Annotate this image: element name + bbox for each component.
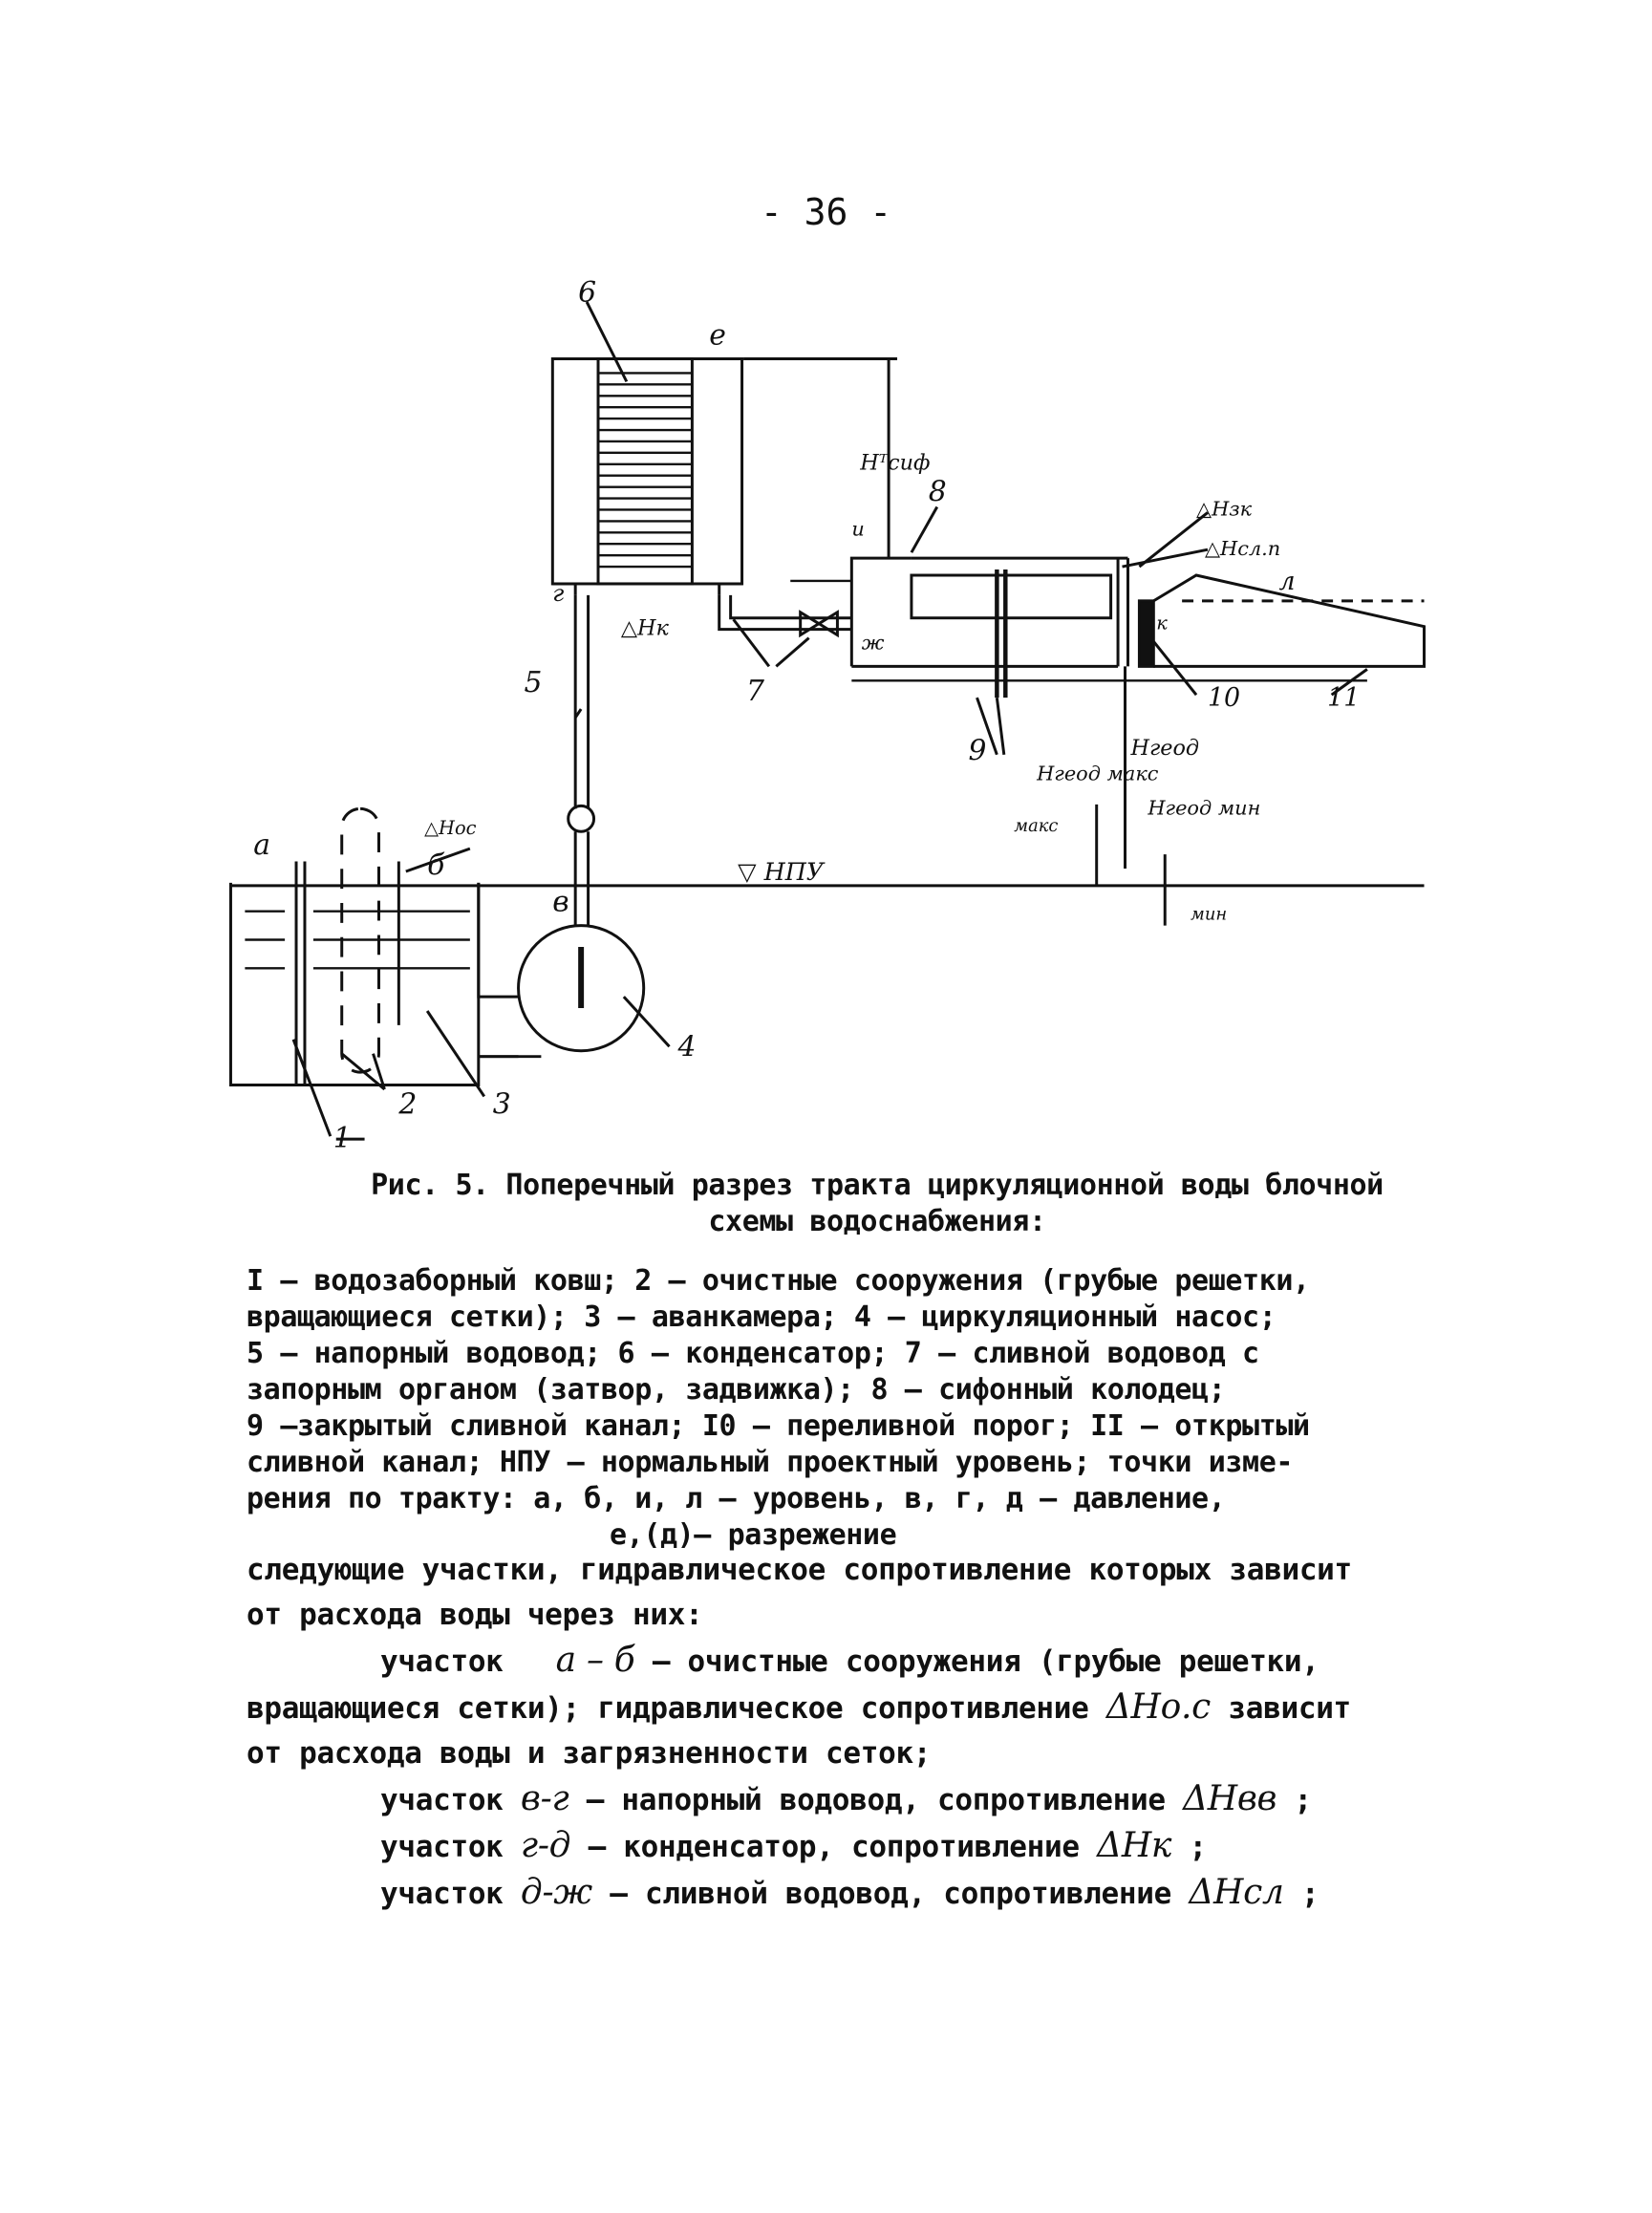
label-pump-4: 4 xyxy=(677,1030,697,1064)
body-line: от расхода воды через них: xyxy=(247,1598,703,1632)
legend-line: рения по тракту: а, б, и, л – уровень, в, г, д – давление, xyxy=(247,1482,1226,1515)
condenser-tubes xyxy=(598,359,692,584)
label-point-zh: ж xyxy=(861,631,885,655)
condenser-tube-lines xyxy=(598,373,692,567)
label-maks: макс xyxy=(1014,816,1059,837)
label-delta-hos: △Hос xyxy=(424,817,477,840)
label-min: мин xyxy=(1191,904,1228,925)
label-point-v: в xyxy=(552,885,569,919)
label-point-k: к xyxy=(1156,612,1168,634)
label-weir-10: 10 xyxy=(1207,683,1241,714)
body-text xyxy=(247,1548,1584,1917)
label-point-b: б xyxy=(427,848,445,882)
body-line: от расхода воды и загрязненности сеток; xyxy=(247,1736,932,1771)
label-h-sif: Hᵀсиф xyxy=(860,450,931,476)
page-number: - 36 - xyxy=(760,191,892,233)
pressure-valve xyxy=(569,806,594,831)
body-line: участок а – б – очистные сооружения (грубые решетки, xyxy=(380,1641,1319,1680)
label-point-l: л xyxy=(1278,566,1296,596)
body-line: следующие участки, гидравлическое сопротивление которых зависит xyxy=(247,1553,1352,1587)
label-point-g: г xyxy=(552,579,565,607)
label-point-a: а xyxy=(253,828,271,863)
figure-caption xyxy=(247,1168,1508,1554)
legend-line: е,(д)– разрежение xyxy=(610,1518,897,1552)
label-siphon-well-8: 8 xyxy=(928,475,947,509)
legend-line: 9 –закрытый сливной канал; I0 – переливной порог; II – открытый xyxy=(247,1409,1310,1443)
label-condenser-6: 6 xyxy=(578,275,597,310)
legend-line: вращающиеся сетки); 3 – аванкамера; 4 – циркуляционный насос; xyxy=(247,1300,1277,1334)
label-delta-hk: △Hк xyxy=(620,615,669,641)
label-h-geod-min: Hгеод мин xyxy=(1148,796,1261,820)
body-line: участок д-ж – сливной водовод, сопротивление ΔHсл ; xyxy=(380,1873,1319,1912)
overflow-weir xyxy=(1139,601,1153,667)
label-forebay-3: 3 xyxy=(492,1087,511,1122)
label-npu: ▽ НПУ xyxy=(738,856,825,886)
label-h-geod: Hгеод xyxy=(1130,735,1200,761)
legend-line: сливной канал; НПУ – нормальный проектный уровень; точки изме- xyxy=(247,1446,1294,1479)
label-screens-2: 2 xyxy=(398,1087,418,1122)
label-point-i: и xyxy=(851,517,865,541)
label-point-e: e xyxy=(709,318,726,353)
caption-legend xyxy=(247,1263,1508,1554)
intake-basin xyxy=(230,883,478,1085)
legend-line: 5 – напорный водовод; 6 – конденсатор; 7 – сливной водовод с xyxy=(247,1337,1259,1370)
label-drain-7: 7 xyxy=(746,675,765,709)
legend-line: I – водозаборный ковш; 2 – очистные сооружения (грубые решетки, xyxy=(247,1264,1310,1298)
label-h-geod-max: Hгеод макс xyxy=(1037,762,1159,785)
condenser-body xyxy=(552,359,741,584)
label-h-slp: △Hсл.п xyxy=(1204,537,1281,561)
body-line: вращающиеся сетки); гидравлическое сопротивление ΔHо.с зависит xyxy=(247,1687,1351,1727)
caption-title: Рис. 5. Поперечный разрез тракта циркуляционной воды блочной схемы водоснабжения: xyxy=(371,1169,1384,1238)
label-channel-9: 9 xyxy=(968,734,987,768)
label-h-zk: △Hзк xyxy=(1196,497,1253,521)
label-channel-11: 11 xyxy=(1327,683,1361,714)
body-line: участок г-д – конденсатор, сопротивление ΔHк ; xyxy=(380,1826,1207,1865)
body-line: участок в-г – напорный водовод, сопротивление ΔHвв ; xyxy=(380,1779,1312,1818)
label-pipe-5: 5 xyxy=(524,666,543,700)
label-intake-1: 1 xyxy=(333,1122,352,1156)
legend-line: запорным органом (затвор, задвижка); 8 – сифонный колодец; xyxy=(247,1373,1226,1407)
